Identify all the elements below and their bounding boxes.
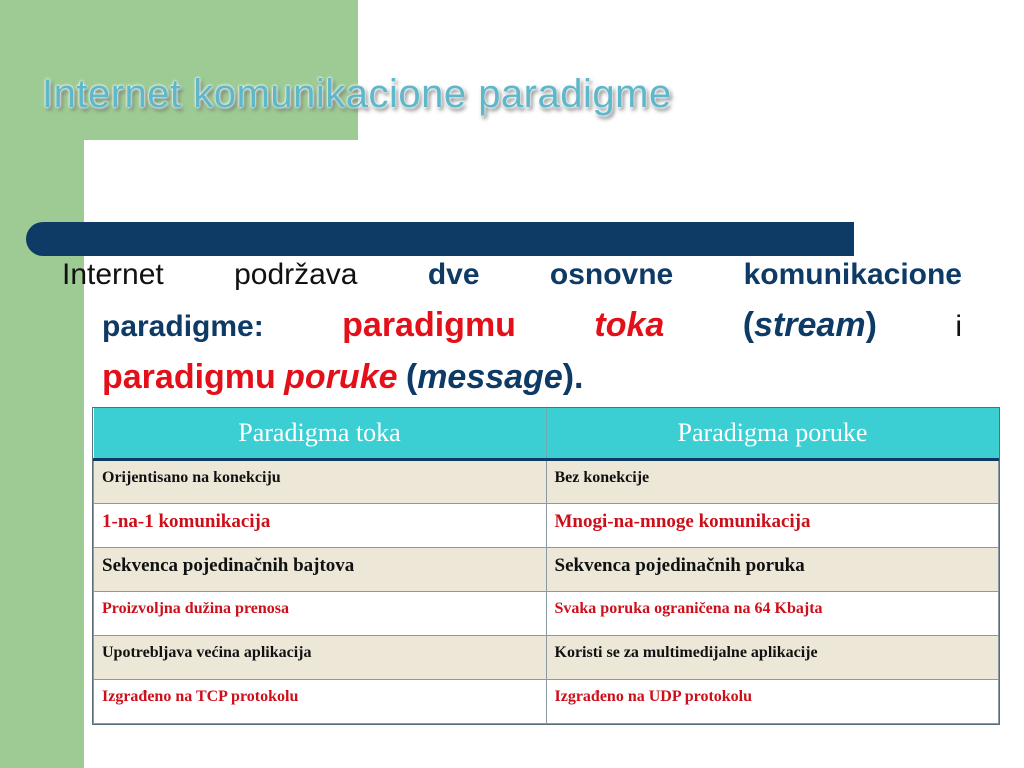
table-cell: Mnogi-na-mnoge komunikacija — [546, 504, 999, 548]
english-term-message: message — [417, 358, 563, 396]
paren: ( — [742, 306, 755, 344]
table-row — [94, 680, 999, 724]
table-cell: Izgrađeno na TCP protokolu — [94, 680, 547, 724]
table-row — [94, 504, 999, 548]
table-cell: Orijentisano na konekciju — [94, 460, 547, 504]
intro-word-emphasis: dve — [427, 258, 480, 291]
intro-word: podržava — [234, 258, 358, 291]
intro-word-emphasis: paradigme: — [102, 310, 264, 343]
table-cell: 1-na-1 komunikacija — [94, 504, 547, 548]
table-cell: Sekvenca pojedinačnih poruka — [546, 548, 999, 592]
paradigm-message-term: paradigmu — [102, 358, 276, 396]
intro-word-emphasis: komunikacione — [743, 258, 962, 291]
intro-line-2 — [62, 300, 962, 352]
intro-line-1 — [62, 250, 962, 300]
paradigm-message-term: poruke — [284, 358, 398, 396]
english-term-stream: stream — [754, 306, 866, 344]
intro-word: i — [955, 310, 962, 343]
table-row — [94, 636, 999, 680]
paradigm-stream-term: toka — [594, 306, 665, 344]
column-header: Paradigma toka — [94, 408, 547, 460]
intro-paragraph — [62, 250, 962, 404]
table-cell: Koristi se za multimedijalne aplikacije — [546, 636, 999, 680]
paren: ) — [865, 306, 877, 344]
table-header-row — [94, 408, 999, 460]
table-cell: Svaka poruka ograničena na 64 Kbajta — [546, 592, 999, 636]
table-cell: Sekvenca pojedinačnih bajtova — [94, 548, 547, 592]
intro-word: Internet — [62, 258, 164, 291]
paradigm-stream-term: paradigmu — [342, 306, 516, 344]
table-row — [94, 460, 999, 504]
table-cell: Upotrebljava većina aplikacija — [94, 636, 547, 680]
paren: ( — [405, 358, 418, 396]
intro-line-3 — [62, 352, 962, 404]
column-header: Paradigma poruke — [546, 408, 999, 460]
table-row — [94, 592, 999, 636]
table-row — [94, 548, 999, 592]
table-cell: Bez konekcije — [546, 460, 999, 504]
intro-word-emphasis: osnovne — [549, 258, 674, 291]
table-cell: Izgrađeno na UDP protokolu — [546, 680, 999, 724]
slide-title: Internet komunikacione paradigme — [42, 72, 672, 116]
comparison-table — [92, 407, 1000, 725]
paren: ). — [562, 358, 584, 396]
table-cell: Proizvoljna dužina prenosa — [94, 592, 547, 636]
